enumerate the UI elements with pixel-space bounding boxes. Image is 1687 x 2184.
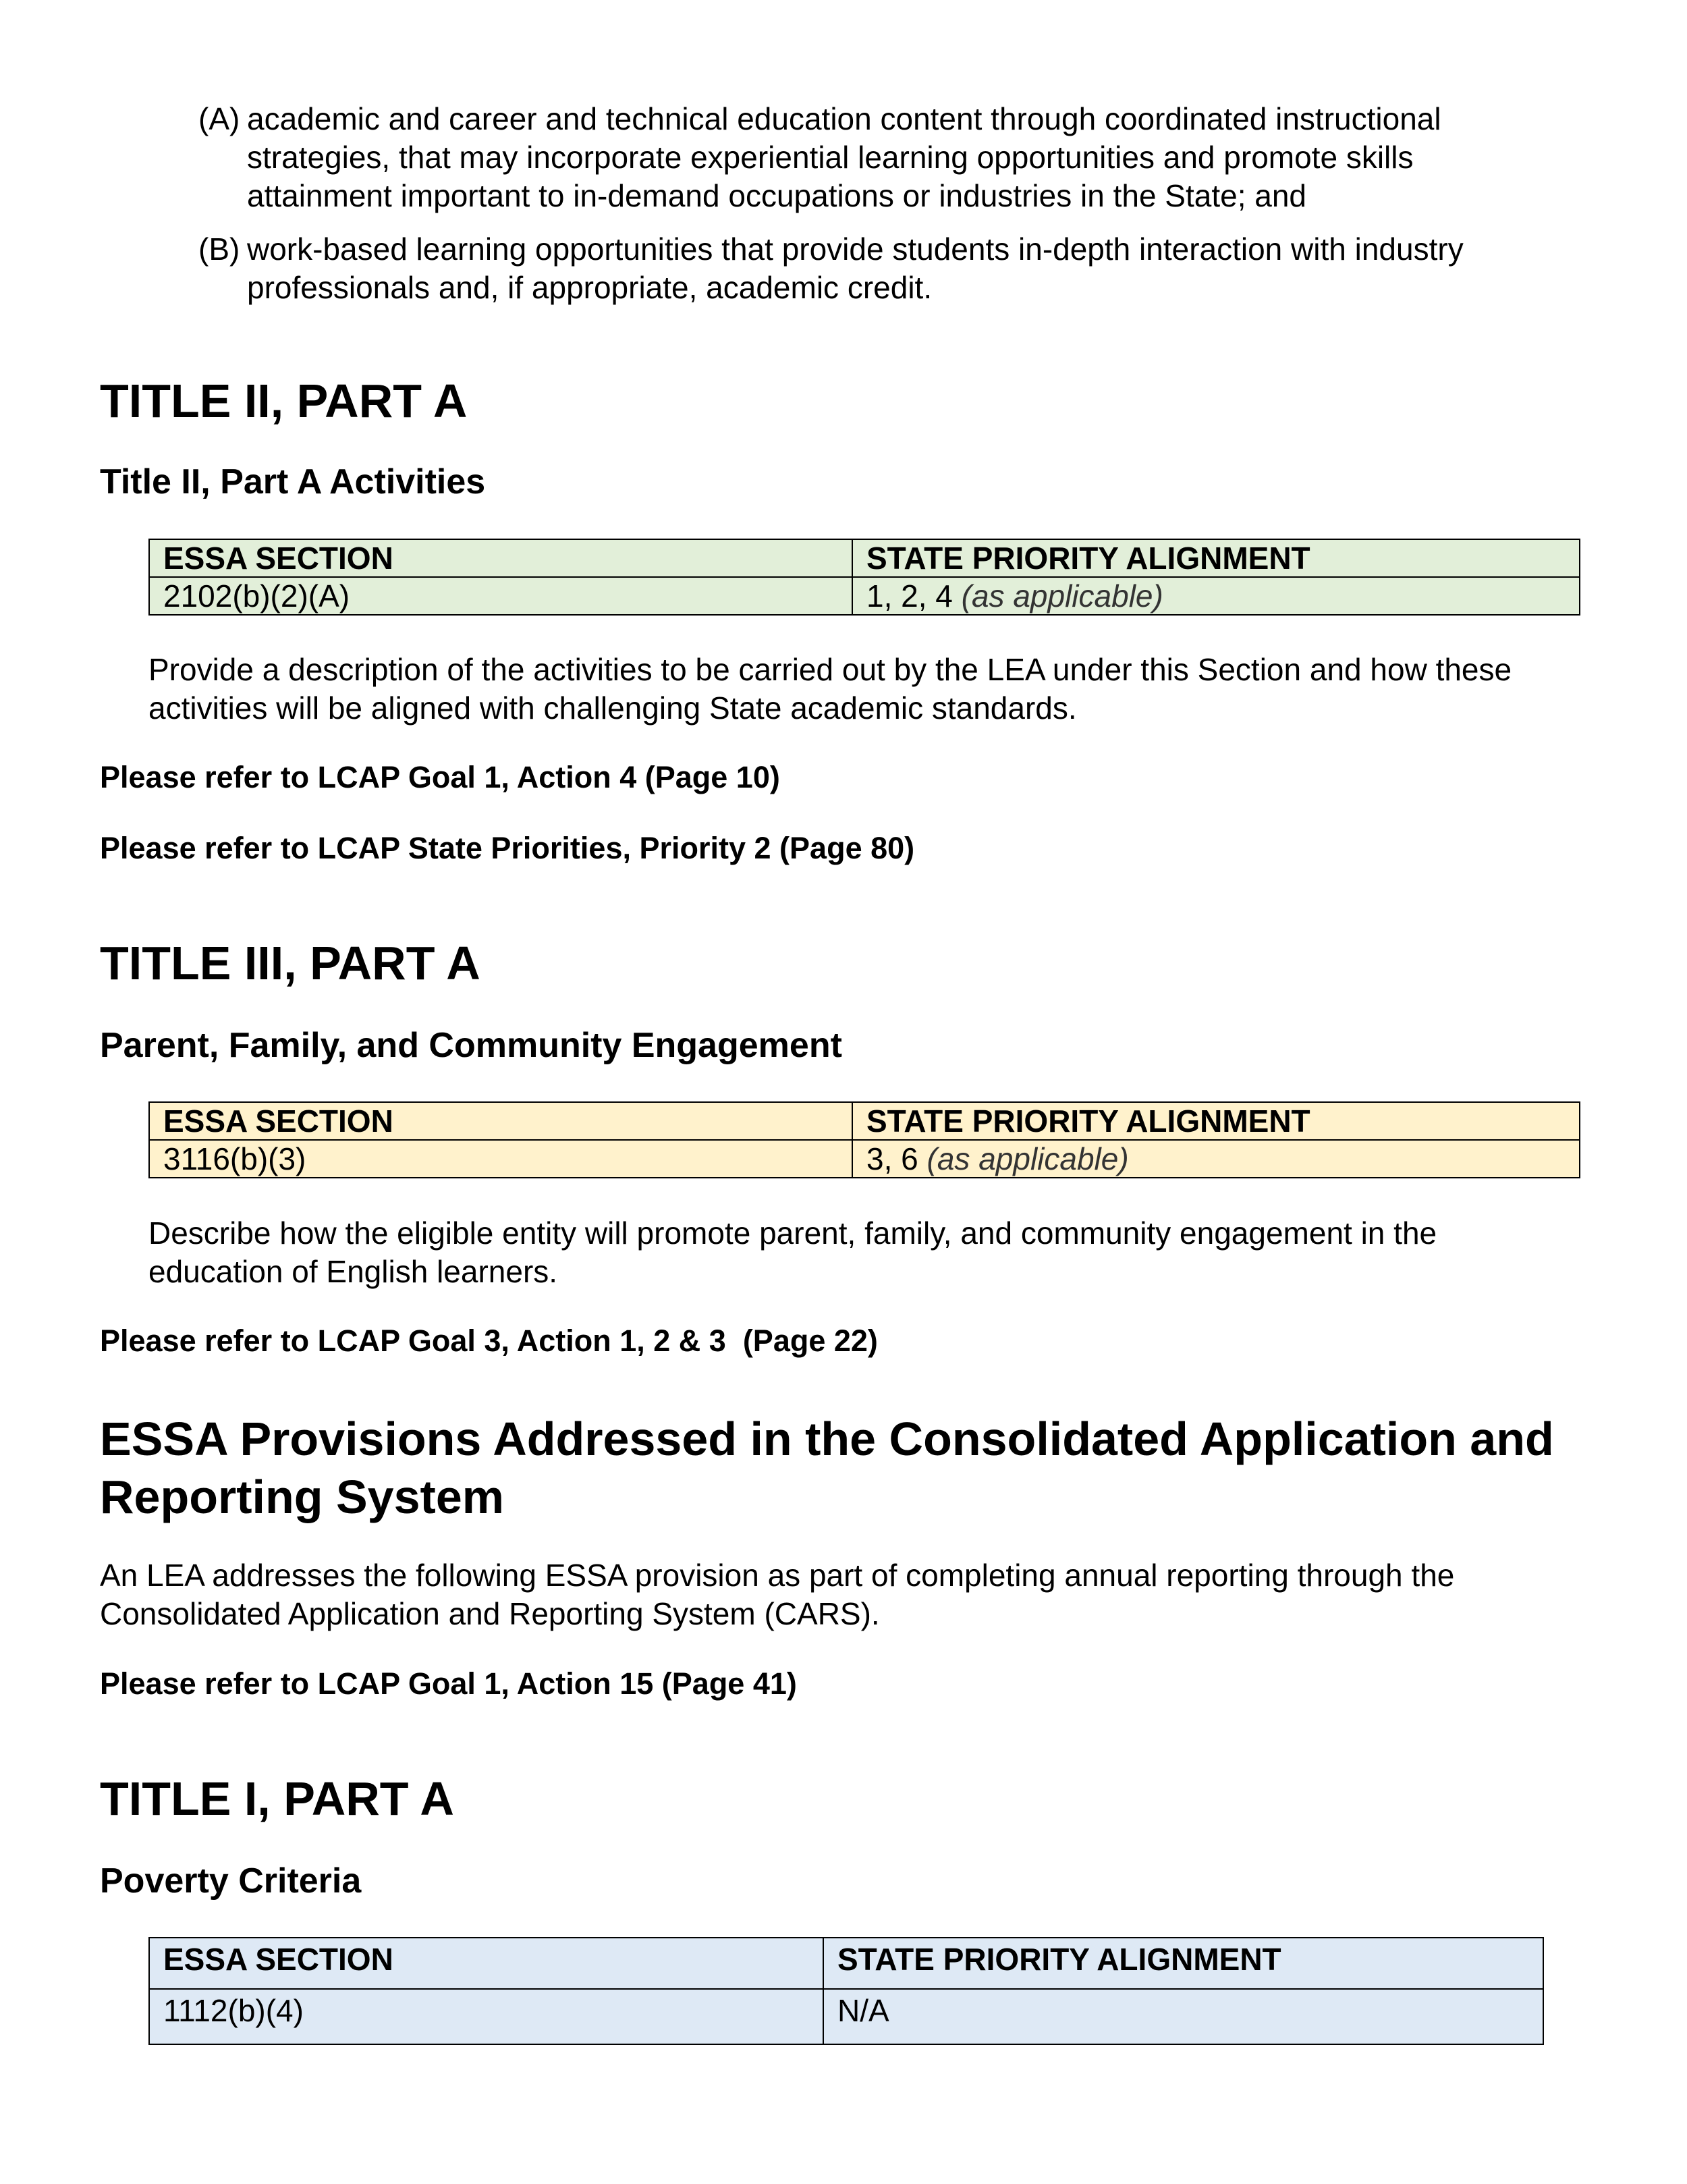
title3-table <box>148 1101 1580 1178</box>
cell-section: 2102(b)(2)(A) <box>149 577 852 615</box>
cars-heading: ESSA Provisions Addressed in the Consolidated Application and Reporting System <box>100 1413 1554 1523</box>
list-text: academic and career and technical education content through coordinated instructional strategies, that may incorporate experiential learning opportunities and promote skills attainment important to in-demand occupations or industries in the State; and <box>247 101 1441 213</box>
title2-heading: TITLE II, PART A <box>100 375 468 427</box>
alignment-value: 1, 2, 4 <box>866 578 953 613</box>
header-alignment: STATE PRIORITY ALIGNMENT <box>852 539 1580 577</box>
cars-text: An LEA addresses the following ESSA provision as part of completing annual reporting through the Consolidated Application and Reporting System (CARS). <box>100 1558 1455 1631</box>
cars-ref: Please refer to LCAP Goal 1, Action 15 (Page 41) <box>100 1666 797 1701</box>
cell-alignment <box>852 1140 1580 1178</box>
list-text: work-based learning opportunities that provide students in-depth interaction with industry professionals and, if appropriate, academic credit. <box>247 231 1464 305</box>
title2-table <box>148 539 1580 616</box>
list-marker: (A) <box>198 101 240 136</box>
title3-subheading: Parent, Family, and Community Engagement <box>100 1026 842 1065</box>
list-item-a <box>198 100 1548 215</box>
alignment-value: 3, 6 <box>866 1141 918 1176</box>
header-essa-section: ESSA SECTION <box>149 1938 823 1989</box>
alignment-note: (as applicable) <box>961 578 1163 613</box>
title3-description: Describe how the eligible entity will promote parent, family, and community engagement in the education of English learners. <box>148 1216 1437 1289</box>
title2-description: Provide a description of the activities to be carried out by the LEA under this Section and how these activities will be aligned with challenging State academic standards. <box>148 652 1512 726</box>
title1-heading: TITLE I, PART A <box>100 1772 454 1825</box>
title3-heading: TITLE III, PART A <box>100 937 480 989</box>
title2-ref-2: Please refer to LCAP State Priorities, Priority 2 (Page 80) <box>100 831 915 865</box>
list-item-b <box>198 230 1548 307</box>
title2-subheading: Title II, Part A Activities <box>100 462 486 501</box>
cell-alignment <box>852 577 1580 615</box>
cell-alignment: N/A <box>823 1989 1543 2044</box>
cell-section: 1112(b)(4) <box>149 1989 823 2044</box>
list-marker: (B) <box>198 231 240 267</box>
alignment-note: (as applicable) <box>927 1141 1129 1176</box>
title1-table <box>148 1937 1544 2045</box>
title2-ref-1: Please refer to LCAP Goal 1, Action 4 (Page 10) <box>100 760 780 794</box>
header-essa-section: ESSA SECTION <box>149 1102 852 1140</box>
header-alignment: STATE PRIORITY ALIGNMENT <box>852 1102 1580 1140</box>
header-essa-section: ESSA SECTION <box>149 539 852 577</box>
cell-section: 3116(b)(3) <box>149 1140 852 1178</box>
header-alignment: STATE PRIORITY ALIGNMENT <box>823 1938 1543 1989</box>
title3-ref: Please refer to LCAP Goal 3, Action 1, 2 & 3 (Page 22) <box>100 1323 878 1358</box>
title1-subheading: Poverty Criteria <box>100 1861 362 1901</box>
